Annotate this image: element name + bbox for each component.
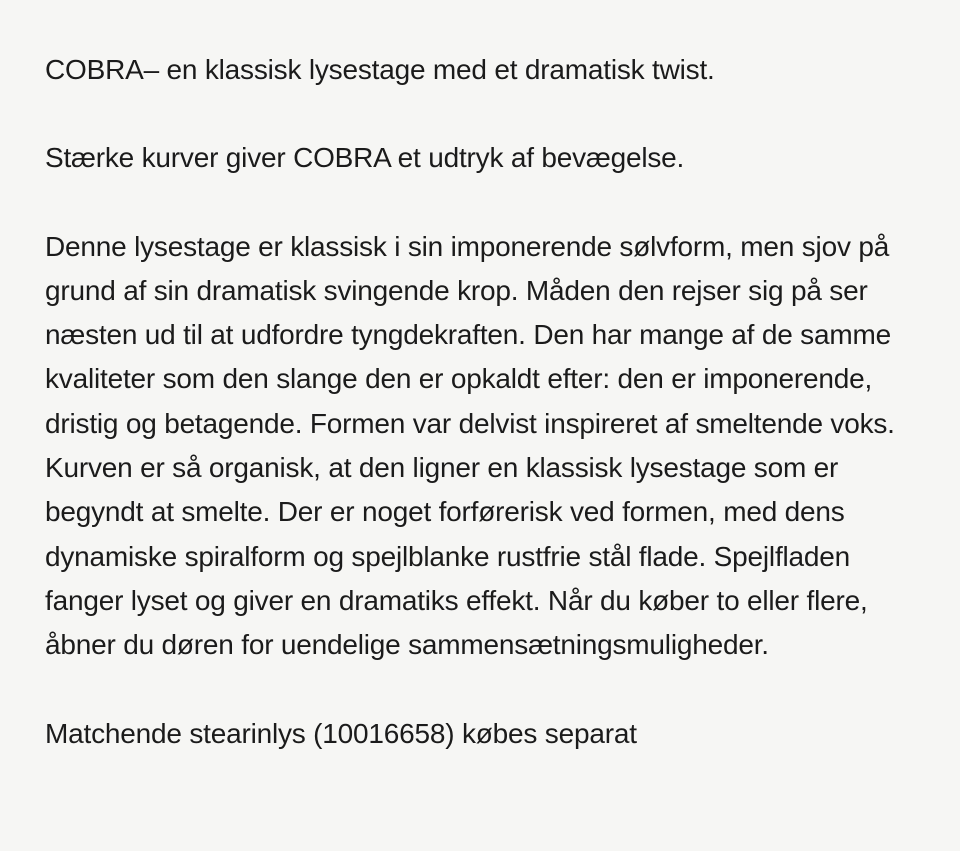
description-body: Denne lysestage er klassisk i sin imponerende sølvform, men sjov på grund af sin dramatisk svingende krop. Måden den rejser sig på ser næsten ud til at udfordre tyngdekraften. Den har mange af de samme kvaliteter som den slange den er opkaldt efter: den er imponerende, dristig og betagende. Formen var delvist inspireret af smeltende voks. Kurven er så organisk, at den ligner en klassisk lysestage som er begyndt at smelte. Der er noget forførerisk ved formen, med dens dynamiske spiralform og spejlblanke rustfrie stål flade. Spejlfladen fanger lyset og giver en dramatiks effekt. Når du køber to eller flere, åbner du døren for uendelige sammensætningsmuligheder. [45,230,895,661]
description-note: Matchende stearinlys (10016658) købes separat [45,717,637,749]
description-subline: Stærke kurver giver COBRA et udtryk af bevægelse. [45,142,685,174]
product-description [45,48,925,756]
description-tagline: COBRA– en klassisk lysestage med et dramatisk twist. [45,54,715,85]
